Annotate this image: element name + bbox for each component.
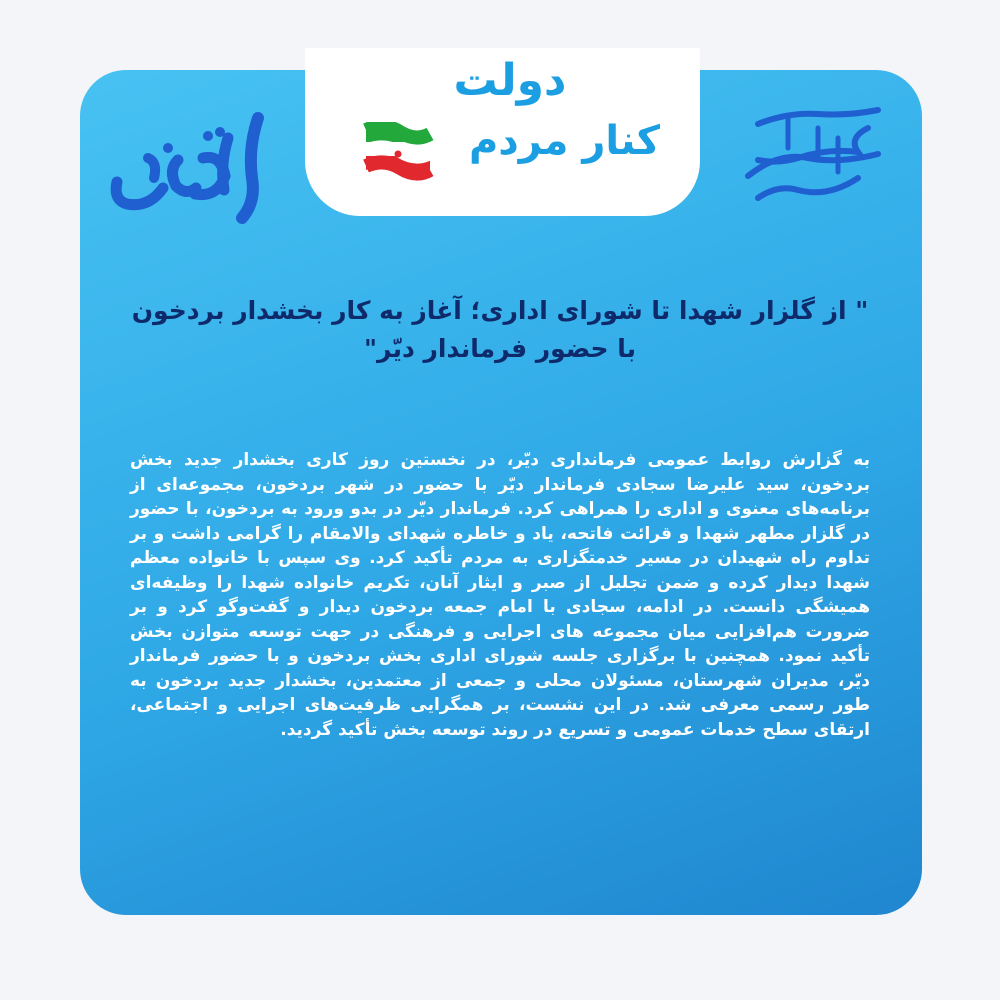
iran-flag-icon: [362, 122, 434, 186]
article-headline: [110, 292, 890, 368]
headline-line-2: با حضور فرماندار دیّر": [364, 334, 636, 363]
year-slogan-logo: [728, 98, 888, 208]
article-body: به گزارش روابط عمومی فرمانداری دیّر، در نخستین روز کاری بخشدار جدید بخش بردخون، سید علیرضا سجادی فرماندار دیّر با حضور در شهر بردخون، مجموعه‌ای از برنامه‌های معنوی و اداری را همراهی کرد. فرماندار دیّر در بدو ورود به بردخون، با حضور در گلزار مطهر شهدا و قرائت فاتحه، یاد و خاطره شهدای والامقام را گرامی داشت و بر تداوم راه شهیدان در مسیر خدمتگزاری به مردم تأکید کرد. وی سپس با خانواده معظم شهدا دیدار کرده و ضمن تجلیل از صبر و ایثار آنان، تکریم خانواده شهدا را وظیفه‌ای همیشگی دانست. در ادامه، سجادی با امام جمعه بردخون دیدار و گفت‌وگو کرد و بر ضرورت هم‌افزایی میان مجموعه های اجرایی و فرهنگی در جهت توسعه متوازن بخش تأکید نمود. همچنین با برگزاری جلسه شورای اداری بخش بردخون و با حضور فرماندار دیّر، مدیران شهرستان، مسئولان محلی و جمعی از معتمدین، بخشدار جدید بردخون به طور رسمی معرفی شد. در این نشست، بر همگرایی ظرفیت‌های اجرایی و اجتماعی، ارتقای سطح خدمات عمومی و تسریع در روند توسعه بخش تأکید گردید.: [130, 450, 870, 740]
header-title-line1: دولت: [453, 55, 567, 106]
header-title-line2: کنار مردم: [468, 118, 660, 164]
headline-line-1: " از گلزار شهدا تا شورای اداری؛ آغاز به کار بخشدار بردخون: [131, 296, 869, 325]
vefagh-meli-logo: [108, 98, 293, 238]
